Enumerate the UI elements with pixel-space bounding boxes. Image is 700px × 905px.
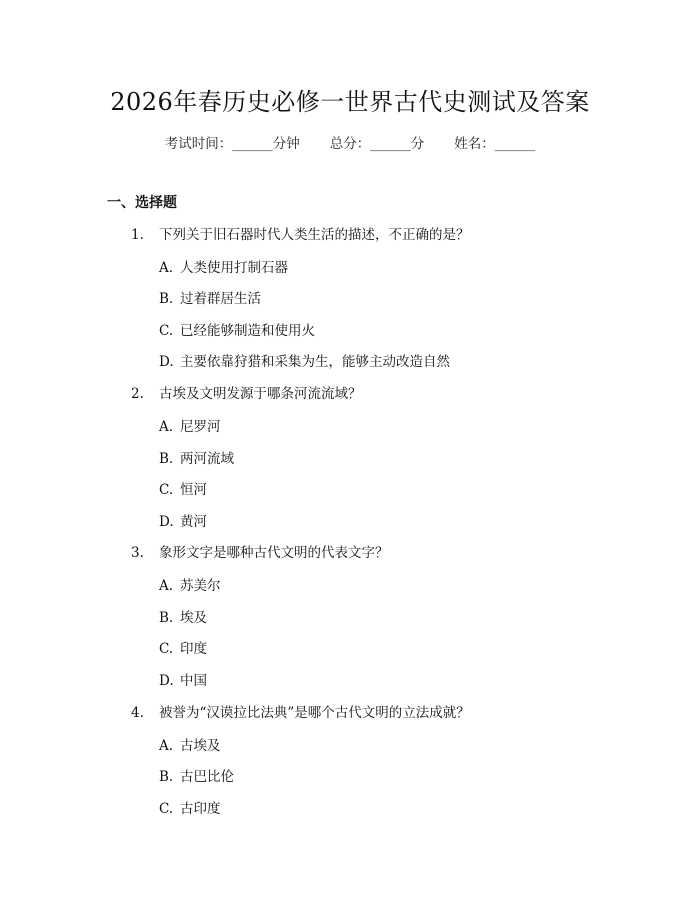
question-2 bbox=[131, 382, 362, 402]
exam-time-label: 考试时间：______分钟 bbox=[164, 136, 300, 152]
question-4-option-c bbox=[159, 797, 221, 817]
option-letter: C. bbox=[159, 482, 174, 498]
exam-info-line bbox=[0, 132, 700, 152]
question-4 bbox=[131, 701, 470, 721]
option-letter: B. bbox=[159, 291, 174, 307]
option-text: 尼罗河 bbox=[180, 419, 221, 435]
question-1-option-c bbox=[159, 319, 315, 339]
question-4-option-a bbox=[159, 734, 221, 754]
option-text: 已经能够制造和使用火 bbox=[180, 323, 315, 339]
option-text: 古巴比伦 bbox=[180, 769, 234, 785]
option-text: 苏美尔 bbox=[180, 578, 221, 594]
question-number: 2. bbox=[131, 386, 144, 402]
question-number: 4. bbox=[131, 705, 144, 721]
option-text: 印度 bbox=[180, 641, 207, 657]
option-text: 主要依靠狩猎和采集为生，能够主动改造自然 bbox=[180, 354, 450, 370]
question-3-option-a bbox=[159, 574, 221, 594]
option-letter: B. bbox=[159, 769, 174, 785]
option-text: 古埃及 bbox=[180, 738, 221, 754]
question-1 bbox=[131, 223, 470, 243]
option-letter: A. bbox=[159, 260, 174, 276]
question-3-option-d bbox=[159, 669, 207, 689]
question-number: 3. bbox=[131, 545, 144, 561]
option-text: 黄河 bbox=[180, 514, 207, 530]
page-title: 2026年春历史必修一世界古代史测试及答案 bbox=[110, 88, 590, 116]
option-text: 埃及 bbox=[180, 610, 207, 626]
question-1-option-d bbox=[159, 350, 450, 370]
option-letter: D. bbox=[159, 514, 174, 530]
option-letter: D. bbox=[159, 673, 174, 689]
question-number: 1. bbox=[131, 227, 144, 243]
question-1-option-b bbox=[159, 287, 261, 307]
option-letter: C. bbox=[159, 801, 174, 817]
question-2-option-b bbox=[159, 447, 234, 467]
option-letter: A. bbox=[159, 578, 174, 594]
name-label: 姓名：______ bbox=[454, 136, 536, 152]
question-3-option-c bbox=[159, 637, 207, 657]
option-letter: A. bbox=[159, 419, 174, 435]
question-1-option-a bbox=[159, 256, 288, 276]
option-letter: B. bbox=[159, 610, 174, 626]
option-letter: D. bbox=[159, 354, 174, 370]
option-text: 两河流域 bbox=[180, 451, 234, 467]
question-2-option-a bbox=[159, 415, 221, 435]
question-2-option-d bbox=[159, 510, 207, 530]
question-text: 下列关于旧石器时代人类生活的描述，不正确的是？ bbox=[159, 227, 470, 243]
question-2-option-c bbox=[159, 478, 207, 498]
option-text: 中国 bbox=[180, 673, 207, 689]
question-4-option-b bbox=[159, 765, 234, 785]
question-text: 古埃及文明发源于哪条河流流域？ bbox=[159, 386, 362, 402]
option-text: 人类使用打制石器 bbox=[180, 260, 288, 276]
option-letter: A. bbox=[159, 738, 174, 754]
option-letter: C. bbox=[159, 323, 174, 339]
option-letter: B. bbox=[159, 451, 174, 467]
section-heading: 一、选择题 bbox=[107, 195, 177, 211]
option-text: 恒河 bbox=[180, 482, 207, 498]
option-text: 过着群居生活 bbox=[180, 291, 261, 307]
option-letter: C. bbox=[159, 641, 174, 657]
option-text: 古印度 bbox=[180, 801, 221, 817]
question-text: 象形文字是哪种古代文明的代表文字？ bbox=[159, 545, 389, 561]
total-score-label: 总分：______分 bbox=[329, 136, 425, 152]
question-text: 被誉为“汉谟拉比法典”是哪个古代文明的立法成就？ bbox=[159, 705, 470, 721]
question-3 bbox=[131, 541, 389, 561]
question-3-option-b bbox=[159, 606, 207, 626]
